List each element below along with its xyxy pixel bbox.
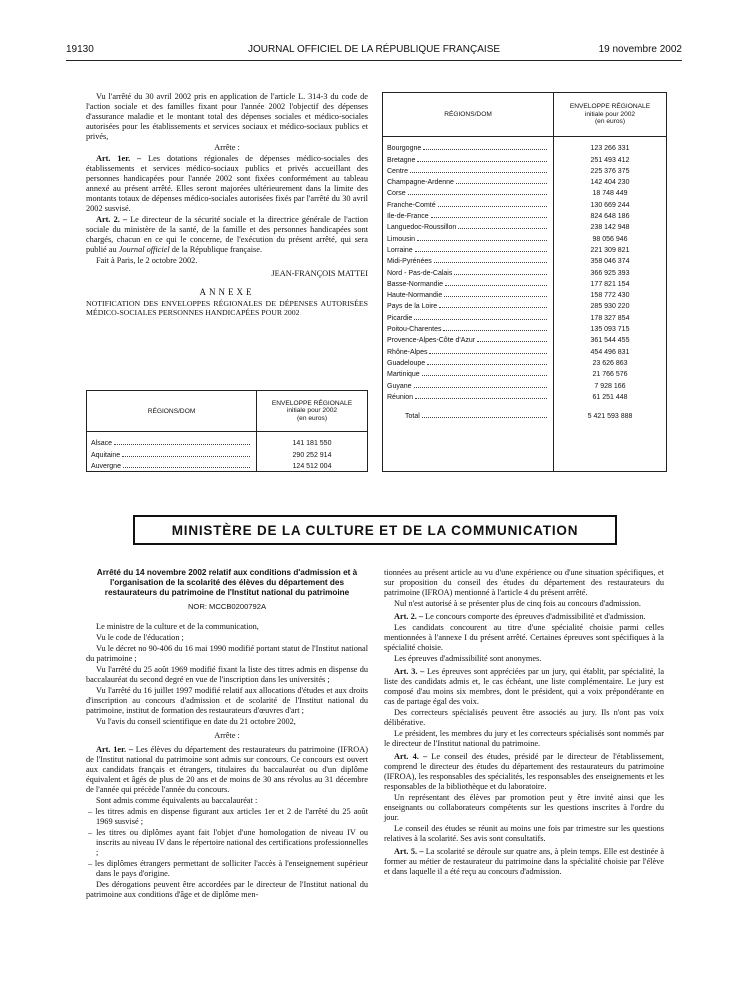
leader-dots [423, 149, 547, 150]
region-amount: 824 648 186 [590, 213, 630, 221]
region-name: Réunion [387, 393, 414, 401]
visa-decret: Vu le décret no 90-406 du 16 mai 1990 modifié portant statut de l'Institut national du patrimoine ; [86, 644, 368, 663]
region-name: Ile-de-France [387, 213, 429, 221]
region-name: Martinique [387, 371, 420, 379]
equivalents-list [86, 807, 368, 879]
article-2-label: Art. 2. – [96, 215, 128, 224]
article-2-text: Le concours comporte des épreuves d'admissibilité et d'admission. [423, 612, 646, 621]
table-row [383, 141, 553, 152]
envelope-header-line3: (en euros) [594, 118, 626, 126]
table-row [383, 322, 553, 333]
journal-officiel-italic: Journal officiel [118, 245, 170, 254]
region-name: Bourgogne [387, 145, 422, 153]
region-name-column [87, 432, 256, 471]
region-name: Guadeloupe [387, 359, 426, 367]
amount-column [256, 432, 367, 471]
envelope-header-line3: (en euros) [296, 414, 328, 422]
total-row [383, 409, 553, 420]
visa-code-education: Vu le code de l'éducation ; [96, 633, 184, 642]
list-item: – les titres ou diplômes ayant fait l'objet d'une homologation de niveau IV ou inscrits au niveau IV dans le répertoire national des certifications professionnelles ; [88, 828, 368, 857]
table-row [383, 175, 553, 186]
signature: JEAN-FRANÇOIS MATTEI [271, 269, 368, 278]
region-name: Bretagne [387, 156, 416, 164]
specialty-paragraph: Les candidats concourent au titre d'une spécialité choisie parmi celles mentionnées à l'annexe I du présent arrêté. Certaines épreuves sont spécifiques à la spécialité choisie. [384, 623, 664, 652]
article-3 [384, 667, 664, 707]
table-row [383, 356, 553, 367]
annexe-title: ANNEXE [199, 287, 255, 297]
region-col-header: RÉGIONS/DOM [444, 111, 492, 118]
leader-dots [454, 274, 547, 275]
region-amount: 225 376 375 [590, 167, 630, 175]
region-amount: 130 669 244 [590, 201, 630, 209]
leader-dots [444, 296, 547, 297]
region-amount: 285 930 220 [590, 303, 630, 311]
region-name: Provence-Alpes-Côte d'Azur [387, 337, 476, 345]
article-4-text: Le conseil des études, présidé par le directeur de l'établissement, comprend le directeur des études du département des restaurateurs du patrimoine (IFROA), les responsables des spécialités, les responsables des enseignements et les responsables de la bibliothèque et du laboratoire. [384, 752, 664, 791]
leader-dots [427, 364, 547, 365]
region-amount: 7 928 166 [594, 382, 626, 390]
region-amount: 251 493 412 [590, 156, 630, 164]
region-amount: 158 772 430 [590, 292, 630, 300]
region-name-list [383, 141, 553, 401]
region-col-header: RÉGIONS/DOM [147, 407, 196, 415]
envelope-header-line1: ENVELOPPE RÉGIONALE [569, 103, 651, 111]
region-amount: 23 626 863 [592, 359, 628, 367]
region-amount: 361 544 455 [590, 337, 630, 345]
region-name: Franche-Comté [387, 201, 436, 209]
region-amount: 221 309 821 [590, 246, 630, 254]
region-name: Nord - Pas-de-Calais [387, 269, 453, 277]
region-amount: 290 252 914 [292, 451, 332, 459]
article-2-text-end: de la République française. [169, 245, 263, 254]
table-row [383, 277, 553, 288]
table-row [383, 209, 553, 220]
region-name: Alsace [91, 440, 113, 448]
envelope-col-header [256, 391, 367, 431]
table-row [383, 299, 553, 310]
article-1-text: Les dotations régionales de dépenses médico-sociales des établissements et services médico-sociaux publics et privés accueillant des personnes handicapées pour l'année 2002 sont fixées conformément au tableau annexé au présent arrêté. Elles seront majorées ultérieurement dans la limite des montants totaux de dépenses médico-sociales autorisées fixés par l'arrêté du 30 avril 2002 susvisé. [86, 154, 368, 213]
nor-reference: NOR: MCCB0200792A [187, 602, 267, 611]
region-amount: 61 251 448 [592, 393, 628, 401]
envelope-col-header [553, 93, 666, 136]
region-amount: 124 512 004 [292, 462, 332, 470]
region-name: Centre [387, 167, 409, 175]
article-1 [86, 745, 368, 795]
table-row [383, 367, 553, 378]
table-row [87, 459, 256, 470]
table-row [383, 265, 553, 276]
region-name: Picardie [387, 314, 413, 322]
region-amount: 135 093 715 [590, 326, 630, 334]
visa-arrete-1969: Vu l'arrêté du 25 août 1969 modifié fixant la liste des titres admis en dispense du baccalauréat du second degré en vue de l'inscription dans les universités ; [86, 665, 368, 684]
article-1-text: Les élèves du département des restaurateurs du patrimoine (IFROA) de l'Institut national du patrimoine sont admis sur concours. Ce concours est ouvert aux candidats français et étrangers, titulaires du baccalauréat ou d'un diplôme équivalent et âgés de plus de 20 ans et de moins de 30 ans révolus au 31 décembre de l'année qui précède l'année du concours. [86, 745, 368, 794]
equivalents-intro: Sont admis comme équivalents au baccalauréat : [96, 796, 258, 805]
region-amount: 18 748 449 [592, 190, 628, 198]
continued-paragraph: tionnées au présent article au vu d'une expérience ou d'une situation spécifiques, et sur proposition du conseil des études du département des restaurateurs du patrimoine (IFROA) mentionné à l'article 4 du présent arrêté. [384, 568, 664, 597]
region-name: Limousin [387, 235, 416, 243]
arrete-label: Arrête : [214, 143, 240, 152]
bottom-right-column [384, 568, 664, 878]
amount-list [554, 141, 666, 401]
correctors-paragraph: Des correcteurs spécialisés peuvent être associés au jury. Ils n'ont pas voix délibérative. [384, 708, 664, 727]
region-name: Rhône-Alpes [387, 348, 428, 356]
visa-paragraph: Vu l'arrêté du 30 avril 2002 pris en application de l'article L. 314-3 du code de l'action sociale et des familles fixant pour l'année 2002 l'objectif des dépenses d'assurance maladie et le montant total des dépenses sociales et médico-sociales autorisées pour les établissements et services sociaux et médico-sociaux publics et privés, [86, 92, 368, 141]
article-1-label: Art. 1er. – [96, 154, 142, 163]
region-amount: 178 327 854 [590, 314, 630, 322]
total-amount: 5 421 593 888 [587, 413, 633, 421]
region-name: Haute-Normandie [387, 292, 443, 300]
arrete-label: Arrête : [214, 731, 240, 740]
leader-dots [434, 262, 547, 263]
region-amount: 177 821 154 [590, 280, 630, 288]
ministry-banner: MINISTÈRE DE LA CULTURE ET DE LA COMMUNICATION [133, 515, 617, 545]
table-row [383, 254, 553, 265]
leader-dots [414, 387, 547, 388]
article-5-label: Art. 5. – [394, 847, 424, 856]
visa-arrete-1997: Vu l'arrêté du 16 juillet 1997 modifié relatif aux allocations d'études et aux droits d'inscription au concours d'admission et de scolarité de l'Institut national du patrimoine, institut de formation des restaurateurs d'œuvres d'art ; [86, 686, 368, 715]
article-1 [86, 154, 368, 214]
minister-line: Le ministre de la culture et de la communication, [96, 622, 259, 631]
leader-dots [429, 353, 547, 354]
table-body [87, 432, 367, 471]
leader-dots [123, 467, 250, 468]
table-row [383, 164, 553, 175]
top-left-column [86, 92, 368, 323]
region-amount: 21 766 576 [592, 371, 628, 379]
region-name: Guyane [387, 382, 412, 390]
envelope-header-line2: initiale pour 2002 [584, 110, 636, 118]
leader-dots [438, 206, 547, 207]
table-header [87, 391, 367, 432]
page-number: 19130 [66, 44, 94, 55]
article-3-label: Art. 3. – [394, 667, 425, 676]
table-row [383, 152, 553, 163]
leader-dots [417, 240, 547, 241]
region-amount: 454 496 831 [590, 348, 630, 356]
visa-avis: Vu l'avis du conseil scientifique en date du 21 octobre 2002, [96, 717, 296, 726]
article-4 [384, 752, 664, 792]
table-row [383, 186, 553, 197]
journal-title: JOURNAL OFFICIEL DE LA RÉPUBLIQUE FRANÇAISE [247, 44, 501, 55]
region-name-column [383, 137, 553, 471]
region-name: Languedoc-Roussillon [387, 224, 457, 232]
attempts-paragraph: Nul n'est autorisé à se présenter plus de cinq fois au concours d'admission. [394, 599, 641, 608]
region-amount: 123 266 331 [590, 145, 630, 153]
council-meetings-paragraph: Le conseil des études se réunit au moins une fois par trimestre sur les questions relatives à la scolarité. Ses avis sont consultatifs. [384, 824, 664, 843]
article-5 [384, 847, 664, 877]
bottom-left-column [86, 568, 368, 901]
article-2 [384, 612, 664, 622]
region-name: Pays de la Loire [387, 303, 438, 311]
article-1-label: Art. 1er. – [96, 745, 134, 754]
table-row [383, 333, 553, 344]
leader-dots [445, 285, 547, 286]
leader-dots [422, 375, 547, 376]
header-rule [66, 60, 682, 61]
table-body [383, 137, 666, 471]
leader-dots [458, 228, 547, 229]
leader-dots [122, 456, 250, 457]
amount-column [553, 137, 666, 471]
signed-place-date: Fait à Paris, le 2 octobre 2002. [96, 256, 198, 265]
table-header [383, 93, 666, 137]
table-row [383, 310, 553, 321]
leader-dots [410, 172, 547, 173]
region-name: Basse-Normandie [387, 280, 444, 288]
article-2 [86, 215, 368, 255]
envelope-header-line1: ENVELOPPE RÉGIONALE [271, 399, 353, 407]
article-4-label: Art. 4. – [394, 752, 428, 761]
leader-dots [431, 217, 547, 218]
table-row [383, 197, 553, 208]
total-label: Total [405, 413, 420, 421]
leader-dots [439, 307, 547, 308]
anonymity-paragraph: Les épreuves d'admissibilité sont anonymes. [394, 654, 542, 663]
region-name: Auvergne [91, 462, 121, 470]
issue-date: 19 novembre 2002 [598, 44, 682, 55]
region-name: Aquitaine [91, 451, 121, 459]
region-amount: 142 404 230 [590, 179, 630, 187]
region-name: Poitou-Charentes [387, 326, 442, 334]
region-amount: 366 925 393 [590, 269, 630, 277]
region-amount: 358 046 374 [590, 258, 630, 266]
table-row [87, 436, 256, 447]
leader-dots [456, 183, 547, 184]
leader-dots [408, 194, 547, 195]
derogations-paragraph: Des dérogations peuvent être accordées par le directeur de l'Institut national du patrimoine aux conditions d'âge et de diplôme men- [86, 880, 368, 899]
article-3-text: Les épreuves sont appréciées par un jury, qui établit, par spécialité, la liste des candidats admis et, le cas échéant, une liste complémentaire. Le jury est composé d'au moins six membres, dont le président, qui a voix prépondérante en cas de partage égal des voix. [384, 667, 664, 706]
table-row [383, 243, 553, 254]
table-row [383, 231, 553, 242]
list-item: – les diplômes étrangers permettant de solliciter l'accès à l'enseignement supérieur dans le pays d'origine. [88, 859, 368, 878]
region-name: Champagne-Ardenne [387, 179, 454, 187]
region-amount: 141 181 550 [292, 440, 332, 448]
leader-dots [422, 417, 547, 418]
region-name: Corse [387, 190, 406, 198]
table-row [383, 288, 553, 299]
jury-nomination-paragraph: Le président, les membres du jury et les correcteurs spécialisés sont nommés par le directeur de l'Institut national du patrimoine. [384, 729, 664, 748]
table-row [87, 447, 256, 458]
table-row [383, 390, 553, 401]
page-header [66, 44, 682, 58]
leader-dots [415, 251, 547, 252]
article-2-text: Le directeur de la sécurité sociale et la directrice générale de l'action sociale du ministère de la santé, de la famille et des personnes handicapées sont chargés, chacun en ce qui le concerne, de l'exécution du présent arrêté, qui sera publié au [86, 215, 368, 254]
article-5-text: La scolarité se déroule sur quatre ans, à plein temps. Elle est destinée à former au métier de restaurateur du patrimoine dans la spécialité choisie par l'élève et dans laquelle il a été reçu au concours d'admission. [384, 847, 665, 876]
leader-dots [114, 444, 250, 445]
decree-title: Arrêté du 14 novembre 2002 relatif aux conditions d'admission et à l'organisation de la scolarité des élèves du département des restaurateurs du patrimoine de l'Institut national du patrimoine [96, 568, 358, 597]
list-item: – les titres admis en dispense figurant aux articles 1er et 2 de l'arrêté du 25 août 1969 susvisé ; [88, 807, 368, 826]
table-row [383, 378, 553, 389]
region-name: Lorraine [387, 246, 413, 254]
notification-title: NOTIFICATION DES ENVELOPPES RÉGIONALES DE DÉPENSES AUTORISÉES MÉDICO-SOCIALES PERSONNES HANDICAPÉES POUR 2002 [86, 299, 368, 317]
leader-dots [477, 341, 547, 342]
region-name: Midi-Pyrénées [387, 258, 432, 266]
region-amount: 238 142 948 [590, 224, 630, 232]
right-regions-table [382, 92, 667, 472]
leader-dots [414, 319, 547, 320]
region-amount: 98 056 946 [592, 235, 628, 243]
table-row [383, 220, 553, 231]
leader-dots [417, 161, 547, 162]
student-representative-paragraph: Un représentant des élèves par promotion peut y être invité ainsi que les enseignants ou collaborateurs compétents sur les questions inscrites à l'ordre du jour. [384, 793, 664, 822]
leader-dots [443, 330, 547, 331]
article-2-label: Art. 2. – [394, 612, 424, 621]
left-regions-table [86, 390, 368, 472]
leader-dots [415, 398, 547, 399]
table-row [383, 344, 553, 355]
envelope-header-line2: initiale pour 2002 [286, 407, 338, 415]
